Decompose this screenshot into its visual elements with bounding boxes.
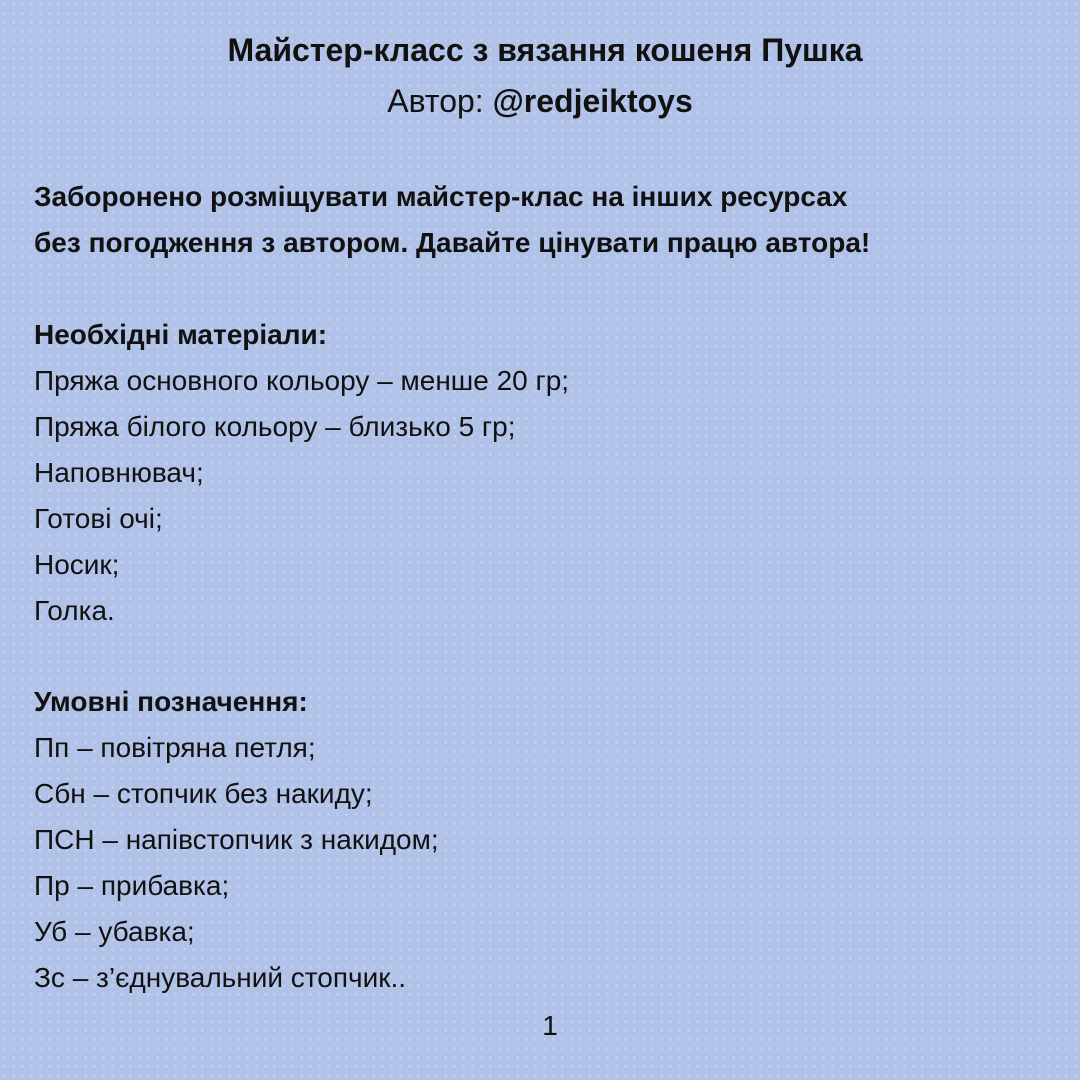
- legend-item-single-crochet: Сбн – стопчик без накиду;: [34, 778, 373, 809]
- legend-item-increase: Пр – прибавка;: [34, 870, 230, 901]
- materials-section: [34, 312, 1034, 634]
- materials-heading: Необхідні матеріали:: [34, 319, 328, 350]
- warning-line-2: без погодження з автором. Давайте цінувати працю автора!: [34, 227, 871, 258]
- legend-heading: Умовні позначення:: [34, 686, 308, 717]
- materials-item-yarn-main: Пряжа основного кольору – менше 20 гр;: [34, 365, 570, 396]
- copyright-warning: [34, 174, 1054, 266]
- legend-item-half-double: ПСН – напівстопчик з накидом;: [34, 824, 439, 855]
- legend-list: [34, 725, 1034, 1001]
- legend-item-chain: Пп – повітряна петля;: [34, 732, 316, 763]
- page-title: Майстер-класс з вязання кошеня Пушка: [227, 32, 863, 68]
- legend-item-decrease: Уб – убавка;: [34, 916, 195, 947]
- author-line: [0, 78, 1080, 124]
- page-number: 1: [542, 1010, 558, 1041]
- legend-section: [34, 679, 1034, 1001]
- materials-item-nose: Носик;: [34, 549, 120, 580]
- author-prefix: Автор:: [387, 83, 493, 119]
- materials-item-yarn-white: Пряжа білого кольору – близько 5 гр;: [34, 411, 516, 442]
- materials-list: [34, 358, 1034, 634]
- materials-item-eyes: Готові очі;: [34, 503, 163, 534]
- materials-item-stuffing: Наповнювач;: [34, 457, 204, 488]
- materials-item-needle: Голка.: [34, 595, 115, 626]
- author-handle: @redjeiktoys: [492, 83, 693, 119]
- legend-item-slip-stitch: Зс – з’єднувальний стопчик..: [34, 962, 407, 993]
- warning-line-1: Заборонено розміщувати майстер-клас на інших ресурсах: [34, 181, 848, 212]
- header: [0, 28, 1080, 124]
